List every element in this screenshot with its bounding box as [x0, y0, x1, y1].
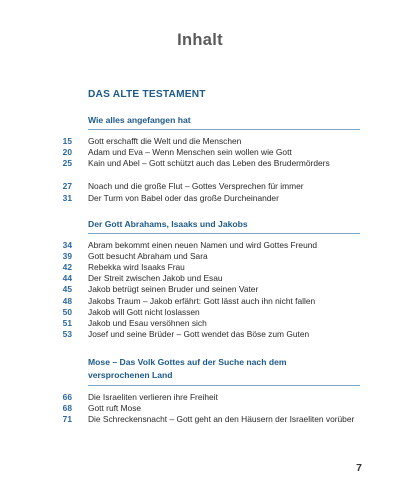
- toc-page-number: 44: [62, 273, 72, 283]
- toc-page-number: 71: [62, 414, 72, 424]
- toc-page-number: 15: [62, 136, 72, 146]
- toc-entry-text: Jakob will Gott nicht loslassen: [88, 307, 200, 317]
- toc-entry-text: Der Turm von Babel oder das große Durcheinander: [88, 193, 279, 203]
- chapter-divider: [88, 385, 360, 386]
- toc-page-number: 31: [62, 193, 72, 203]
- toc-page-number: 34: [62, 240, 72, 250]
- page-number: 7: [356, 462, 362, 474]
- toc-entry-text: Rebekka wird Isaaks Frau: [88, 262, 185, 272]
- toc-entry-text: Der Streit zwischen Jakob und Esau: [88, 273, 223, 283]
- toc-page-number: 39: [62, 251, 72, 261]
- section-title: DAS ALTE TESTAMENT: [88, 89, 206, 100]
- toc-entry-text: Noach und die große Flut – Gottes Versprechen für immer: [88, 181, 304, 191]
- toc-entry-text: Die Israeliten verlieren ihre Freiheit: [88, 392, 218, 402]
- toc-entry-text: Adam und Eva – Wenn Menschen sein wollen wie Gott: [88, 147, 292, 157]
- toc-entry-text: Jakobs Traum – Jakob erfährt: Gott lässt auch ihn nicht fallen: [88, 296, 316, 306]
- toc-page-number: 53: [62, 329, 72, 339]
- chapter-divider: [88, 129, 360, 130]
- toc-page-number: 48: [62, 296, 72, 306]
- toc-entry-text: Jakob und Esau versöhnen sich: [88, 318, 207, 328]
- toc-page-number: 45: [62, 284, 72, 294]
- page-title: Inhalt: [177, 31, 223, 49]
- chapter-title: Mose – Das Volk Gottes auf der Suche nach dem versprochenen Land: [88, 357, 287, 380]
- toc-entry-text: Jakob betrügt seinen Bruder und seinen Vater: [88, 284, 259, 294]
- toc-page-number: 25: [62, 158, 72, 168]
- chapter-title: Wie alles angefangen hat: [88, 115, 191, 125]
- toc-entry-text: Gott erschafft die Welt und die Menschen: [88, 136, 242, 146]
- toc-entry-text: Kain und Abel – Gott schützt auch das Leben des Brudermörders: [88, 158, 330, 168]
- toc-entry-text: Abram bekommt einen neuen Namen und wird Gottes Freund: [88, 240, 318, 250]
- toc-entry-text: Die Schreckensnacht – Gott geht an den Häusern der Israeliten vorüber: [88, 414, 355, 424]
- toc-entry-text: Josef und seine Brüder – Gott wendet das Böse zum Guten: [88, 329, 310, 339]
- chapter-divider: [88, 233, 360, 234]
- toc-page-number: 27: [62, 181, 72, 191]
- toc-page-number: 51: [62, 318, 72, 328]
- toc-entry-text: Gott ruft Mose: [88, 403, 142, 413]
- toc-page-number: 66: [62, 392, 72, 402]
- toc-page-number: 68: [62, 403, 72, 413]
- toc-entry-text: Gott besucht Abraham und Sara: [88, 251, 208, 261]
- toc-page-number: 20: [62, 147, 72, 157]
- toc-page-number: 50: [62, 307, 72, 317]
- toc-page-number: 42: [62, 262, 72, 272]
- chapter-title: Der Gott Abrahams, Isaaks und Jakobs: [88, 219, 248, 229]
